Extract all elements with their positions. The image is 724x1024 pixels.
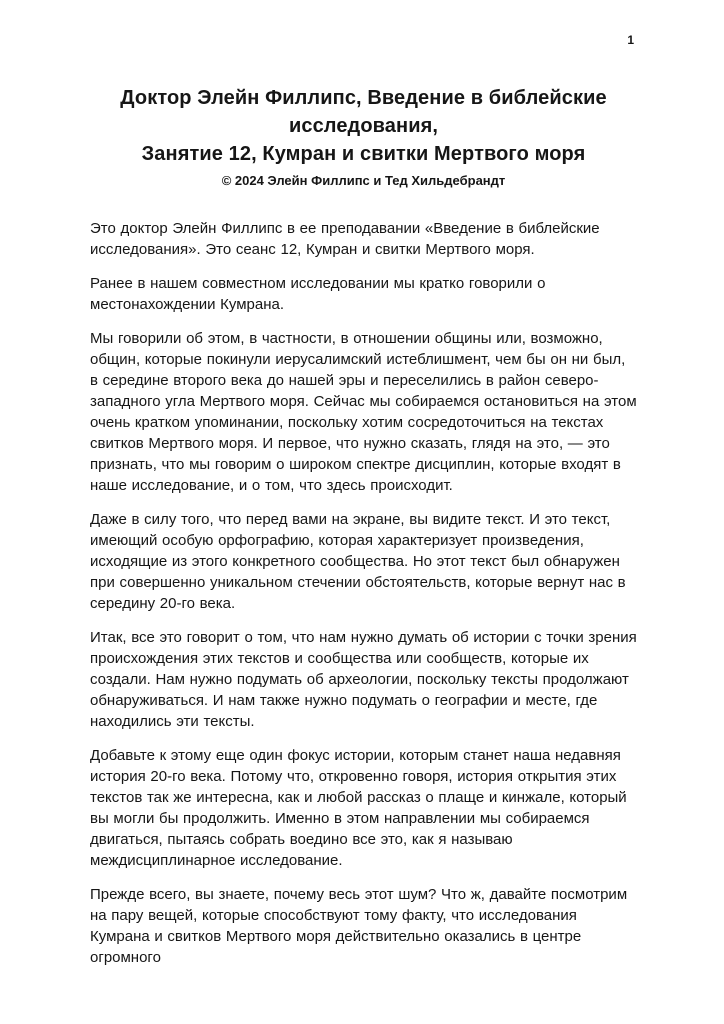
page-number: 1 (627, 33, 634, 47)
title-line-2: исследования, (288, 115, 439, 137)
paragraph: Мы говорили об этом, в частности, в отношении общины или, возможно, общин, которые покинули иерусалимский истеблишмент, чем бы он ни был, в середине второго века до нашей эры и переселились в район северо-западного угла Мертвого моря. Сейчас мы собираемся остановиться на этом очень кратком упоминании, поскольку хотим сосредоточиться на текстах свитков Мертвого моря. И первое, что нужно сказать, глядя на это, — это признать, что мы говорим о широком спектре дисциплин, которые входят в наше исследование, и о том, что здесь происходит. (90, 330, 637, 494)
body-text (90, 218, 637, 968)
paragraph: Прежде всего, вы знаете, почему весь этот шум? Что ж, давайте посмотрим на пару вещей, которые способствуют тому факту, что исследования Кумрана и свитков Мертвого моря действительно оказались в центре огромного (90, 886, 628, 966)
title-line-1: Доктор Элейн Филлипс, Введение в библейские (120, 87, 607, 109)
paragraph: Ранее в нашем совместном исследовании мы кратко говорили о местонахождении Кумрана. (90, 275, 546, 313)
title-line-3: Занятие 12, Кумран и свитки Мертвого моря (141, 143, 586, 165)
document-title (90, 84, 637, 168)
paragraph: Даже в силу того, что перед вами на экране, вы видите текст. И это текст, имеющий особую орфографию, которая характеризует произведения, исходящие из этого конкретного сообщества. Но этот текст был обнаружен при совершенно уникальном стечении обстоятельств, которые вернут нас в середину 20-го века. (90, 511, 626, 612)
paragraph: Итак, все это говорит о том, что нам нужно думать об истории с точки зрения происхождения этих текстов и сообщества или сообществ, которые их создали. Нам нужно подумать об археологии, поскольку тексты продолжают обнаруживаться. И нам также нужно подумать о географии и месте, где находились эти тексты. (90, 629, 637, 730)
page-content (90, 0, 637, 981)
paragraph: Добавьте к этому еще один фокус истории, которым станет наша недавняя история 20-го века. Потому что, откровенно говоря, история открытия этих текстов так же интересна, как и любой рассказ о плаще и кинжале, который вы могли бы продолжить. Именно в этом направлении мы собираемся двигаться, пытаясь собрать воедино все это, как я называю междисциплинарное исследование. (90, 747, 627, 869)
paragraph: Это доктор Элейн Филлипс в ее преподавании «Введение в библейские исследования». Это сеанс 12, Кумран и свитки Мертвого моря. (90, 220, 600, 258)
copyright-line: © 2024 Элейн Филлипс и Тед Хильдебрандт (221, 173, 506, 188)
